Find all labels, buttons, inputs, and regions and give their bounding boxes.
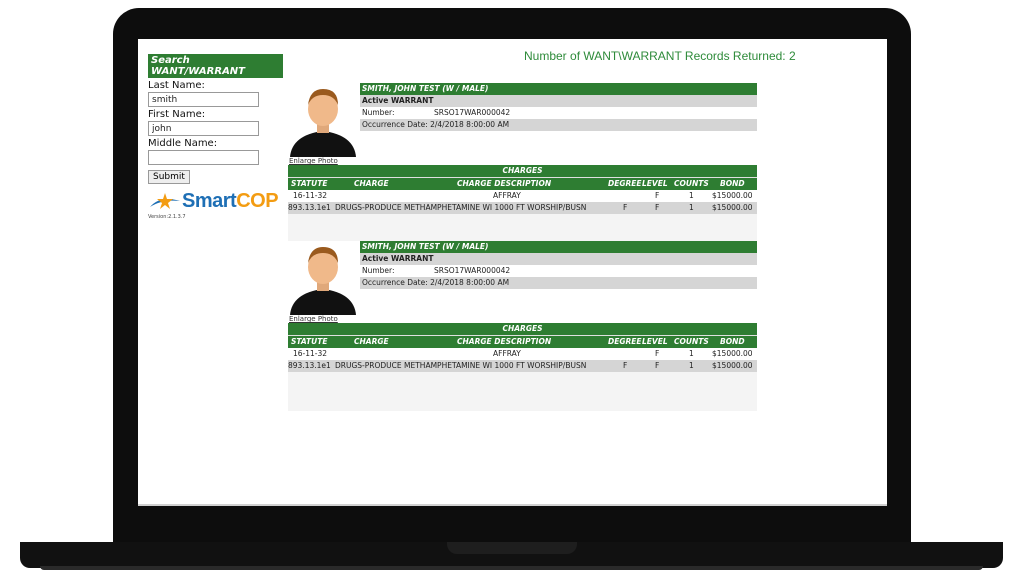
screen-bottom-border	[138, 504, 887, 506]
col-counts: COUNTS	[674, 337, 709, 346]
record-status: Active WARRANT	[360, 95, 757, 107]
record-name: SMITH, JOHN TEST (W / MALE)	[360, 241, 757, 253]
charges-columns	[288, 177, 757, 190]
col-level: LEVEL	[642, 337, 668, 346]
last-name-label: Last Name:	[148, 80, 205, 91]
number-label: Number:	[362, 108, 395, 117]
logo-smart: Smart	[182, 190, 237, 212]
record-info	[360, 241, 757, 289]
charge-row	[288, 202, 757, 214]
col-degree: DEGREE	[608, 337, 642, 346]
cell-charge: DRUGS-PRODUCE METHAMPHETAMINE WI 1000 FT WORSHIP/BUSN	[335, 203, 587, 212]
col-level: LEVEL	[642, 179, 668, 188]
enlarge-photo-link[interactable]: Enlarge Photo	[289, 315, 338, 323]
record-occurrence: Occurrence Date: 2/4/2018 8:00:00 AM	[360, 119, 757, 131]
record-2	[288, 241, 757, 401]
cell-degree: F	[623, 361, 628, 370]
charges-table	[288, 323, 757, 372]
cell-counts: 1	[689, 203, 694, 212]
col-counts: COUNTS	[674, 179, 709, 188]
cell-bond: $15000.00	[712, 191, 753, 200]
submit-button[interactable]: Submit	[148, 170, 190, 184]
col-bond: BOND	[720, 337, 745, 346]
cell-degree: F	[623, 203, 628, 212]
cell-level: F	[655, 349, 660, 358]
charges-title: CHARGES	[288, 165, 757, 177]
cell-counts: 1	[689, 361, 694, 370]
cell-counts: 1	[689, 191, 694, 200]
search-title: Search WANT/WARRANT	[148, 54, 283, 78]
record-status: Active WARRANT	[360, 253, 757, 265]
search-panel	[148, 54, 283, 220]
smartcop-logo	[148, 190, 283, 213]
record-number-row	[360, 107, 757, 119]
charge-row	[288, 360, 757, 372]
logo-wordmark	[182, 190, 278, 213]
charge-row	[288, 190, 757, 202]
col-statute: STATUTE	[291, 337, 328, 346]
charges-columns	[288, 335, 757, 348]
charges-title: CHARGES	[288, 323, 757, 335]
cell-description: AFFRAY	[493, 349, 521, 358]
col-bond: BOND	[720, 179, 745, 188]
charges-table	[288, 165, 757, 214]
cell-statute: 893.13.1e1	[288, 203, 331, 212]
last-name-input[interactable]	[148, 92, 259, 107]
col-charge-description: CHARGE DESCRIPTION	[457, 337, 552, 346]
cell-counts: 1	[689, 349, 694, 358]
col-degree: DEGREE	[608, 179, 642, 188]
col-charge: CHARGE	[354, 337, 389, 346]
suspect-photo[interactable]	[288, 241, 358, 315]
middle-name-input[interactable]	[148, 150, 259, 165]
laptop-notch	[447, 542, 577, 554]
screen	[138, 39, 887, 506]
cell-statute: 893.13.1e1	[288, 361, 331, 370]
laptop-foot	[40, 566, 983, 570]
record-occurrence: Occurrence Date: 2/4/2018 8:00:00 AM	[360, 277, 757, 289]
cell-bond: $15000.00	[712, 349, 753, 358]
logo-cop: COP	[236, 190, 279, 212]
cell-bond: $15000.00	[712, 203, 753, 212]
first-name-input[interactable]	[148, 121, 259, 136]
cell-level: F	[655, 191, 660, 200]
col-charge: CHARGE	[354, 179, 389, 188]
record-name: SMITH, JOHN TEST (W / MALE)	[360, 83, 757, 95]
version-text: Version:2.1.3.7	[148, 214, 186, 220]
record-info	[360, 83, 757, 131]
col-statute: STATUTE	[291, 179, 328, 188]
cell-charge: DRUGS-PRODUCE METHAMPHETAMINE WI 1000 FT WORSHIP/BUSN	[335, 361, 587, 370]
cell-statute: 16-11-32	[293, 349, 328, 358]
number-label: Number:	[362, 266, 395, 275]
middle-name-label: Middle Name:	[148, 138, 218, 149]
number-value: SRSO17WAR000042	[434, 108, 511, 117]
number-value: SRSO17WAR000042	[434, 266, 511, 275]
cell-bond: $15000.00	[712, 361, 753, 370]
records-count: Number of WANT\WARRANT Records Returned: 2	[524, 49, 796, 63]
cell-level: F	[655, 203, 660, 212]
charge-row	[288, 348, 757, 360]
star-swoosh-icon	[148, 191, 182, 213]
cell-statute: 16-11-32	[293, 191, 328, 200]
cell-description: AFFRAY	[493, 191, 521, 200]
first-name-label: First Name:	[148, 109, 206, 120]
record-1	[288, 83, 757, 253]
col-charge-description: CHARGE DESCRIPTION	[457, 179, 552, 188]
enlarge-photo-link[interactable]: Enlarge Photo	[289, 157, 338, 165]
record-number-row	[360, 265, 757, 277]
cell-level: F	[655, 361, 660, 370]
suspect-photo[interactable]	[288, 83, 358, 157]
